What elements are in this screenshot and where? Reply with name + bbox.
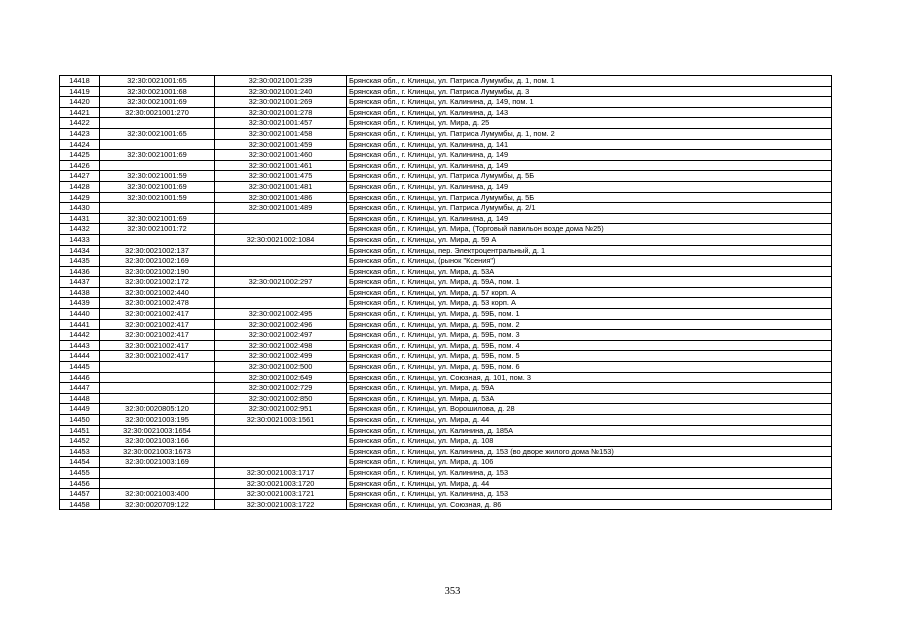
land-cadastral-number-cell: 32:30:0021002:190 bbox=[100, 266, 215, 277]
row-number-cell: 14427 bbox=[60, 171, 100, 182]
table-row bbox=[60, 150, 832, 161]
land-cadastral-number-cell: 32:30:0021002:440 bbox=[100, 287, 215, 298]
land-cadastral-number-cell: 32:30:0021002:172 bbox=[100, 277, 215, 288]
address-cell: Брянская обл., г. Клинцы, ул. Патриса Лумумбы, д. 1, пом. 1 bbox=[347, 76, 832, 87]
land-cadastral-number-cell: 32:30:0021001:270 bbox=[100, 107, 215, 118]
land-cadastral-number-cell: 32:30:0021001:59 bbox=[100, 171, 215, 182]
object-cadastral-number-cell: 32:30:0021001:240 bbox=[215, 86, 347, 97]
row-number-cell: 14451 bbox=[60, 425, 100, 436]
land-cadastral-number-cell bbox=[100, 234, 215, 245]
object-cadastral-number-cell: 32:30:0021001:269 bbox=[215, 97, 347, 108]
row-number-cell: 14458 bbox=[60, 499, 100, 510]
address-cell: Брянская обл., г. Клинцы, ул. Калинина, д. 185А bbox=[347, 425, 832, 436]
land-cadastral-number-cell: 32:30:0021002:137 bbox=[100, 245, 215, 256]
row-number-cell: 14424 bbox=[60, 139, 100, 150]
object-cadastral-number-cell: 32:30:0021003:1721 bbox=[215, 489, 347, 500]
table-row bbox=[60, 309, 832, 320]
object-cadastral-number-cell: 32:30:0021001:459 bbox=[215, 139, 347, 150]
land-cadastral-number-cell: 32:30:0021001:69 bbox=[100, 97, 215, 108]
land-cadastral-number-cell: 32:30:0021003:1673 bbox=[100, 446, 215, 457]
land-cadastral-number-cell: 32:30:0021002:478 bbox=[100, 298, 215, 309]
address-cell: Брянская обл., г. Клинцы, ул. Калинина, д. 141 bbox=[347, 139, 832, 150]
land-cadastral-number-cell: 32:30:0021003:400 bbox=[100, 489, 215, 500]
table-row bbox=[60, 499, 832, 510]
address-cell: Брянская обл., г. Клинцы, ул. Мира, д. 44 bbox=[347, 415, 832, 426]
address-cell: Брянская обл., г. Клинцы, ул. Мира, д. 57 корп. А bbox=[347, 287, 832, 298]
object-cadastral-number-cell: 32:30:0021002:495 bbox=[215, 309, 347, 320]
land-cadastral-number-cell: 32:30:0021001:69 bbox=[100, 150, 215, 161]
object-cadastral-number-cell: 32:30:0021002:500 bbox=[215, 362, 347, 373]
land-cadastral-number-cell bbox=[100, 393, 215, 404]
row-number-cell: 14425 bbox=[60, 150, 100, 161]
land-cadastral-number-cell: 32:30:0021002:417 bbox=[100, 351, 215, 362]
registry-table-body bbox=[60, 76, 832, 510]
address-cell: Брянская обл., г. Клинцы, ул. Ворошилова, д. 28 bbox=[347, 404, 832, 415]
row-number-cell: 14452 bbox=[60, 436, 100, 447]
table-row bbox=[60, 76, 832, 87]
row-number-cell: 14441 bbox=[60, 319, 100, 330]
land-cadastral-number-cell bbox=[100, 383, 215, 394]
object-cadastral-number-cell: 32:30:0021001:486 bbox=[215, 192, 347, 203]
table-row bbox=[60, 319, 832, 330]
land-cadastral-number-cell bbox=[100, 362, 215, 373]
table-row bbox=[60, 107, 832, 118]
table-row bbox=[60, 298, 832, 309]
object-cadastral-number-cell: 32:30:0021001:460 bbox=[215, 150, 347, 161]
land-cadastral-number-cell: 32:30:0021002:417 bbox=[100, 340, 215, 351]
object-cadastral-number-cell bbox=[215, 245, 347, 256]
address-cell: Брянская обл., г. Клинцы, (рынок "Ксения") bbox=[347, 256, 832, 267]
address-cell: Брянская обл., г. Клинцы, ул. Мира, д. 53 корп. А bbox=[347, 298, 832, 309]
table-row bbox=[60, 393, 832, 404]
address-cell: Брянская обл., г. Клинцы, ул. Мира, д. 59 А bbox=[347, 234, 832, 245]
land-cadastral-number-cell bbox=[100, 203, 215, 214]
row-number-cell: 14423 bbox=[60, 128, 100, 139]
object-cadastral-number-cell: 32:30:0021002:497 bbox=[215, 330, 347, 341]
row-number-cell: 14447 bbox=[60, 383, 100, 394]
land-cadastral-number-cell bbox=[100, 160, 215, 171]
land-cadastral-number-cell: 32:30:0021002:417 bbox=[100, 330, 215, 341]
object-cadastral-number-cell bbox=[215, 446, 347, 457]
table-row bbox=[60, 415, 832, 426]
land-cadastral-number-cell: 32:30:0021001:65 bbox=[100, 76, 215, 87]
address-cell: Брянская обл., г. Клинцы, ул. Патриса Лумумбы, д. 2/1 bbox=[347, 203, 832, 214]
row-number-cell: 14440 bbox=[60, 309, 100, 320]
object-cadastral-number-cell: 32:30:0021002:729 bbox=[215, 383, 347, 394]
table-row bbox=[60, 340, 832, 351]
table-row bbox=[60, 362, 832, 373]
row-number-cell: 14448 bbox=[60, 393, 100, 404]
address-cell: Брянская обл., г. Клинцы, ул. Калинина, д. 143 bbox=[347, 107, 832, 118]
land-cadastral-number-cell bbox=[100, 478, 215, 489]
object-cadastral-number-cell bbox=[215, 457, 347, 468]
object-cadastral-number-cell: 32:30:0021001:461 bbox=[215, 160, 347, 171]
land-cadastral-number-cell: 32:30:0021001:72 bbox=[100, 224, 215, 235]
object-cadastral-number-cell: 32:30:0021002:850 bbox=[215, 393, 347, 404]
object-cadastral-number-cell: 32:30:0021002:496 bbox=[215, 319, 347, 330]
land-cadastral-number-cell: 32:30:0020709:122 bbox=[100, 499, 215, 510]
row-number-cell: 14434 bbox=[60, 245, 100, 256]
row-number-cell: 14445 bbox=[60, 362, 100, 373]
address-cell: Брянская обл., г. Клинцы, ул. Калинина, д. 153 (во дворе жилого дома №153) bbox=[347, 446, 832, 457]
row-number-cell: 14435 bbox=[60, 256, 100, 267]
land-cadastral-number-cell: 32:30:0021003:195 bbox=[100, 415, 215, 426]
row-number-cell: 14439 bbox=[60, 298, 100, 309]
address-cell: Брянская обл., г. Клинцы, ул. Мира, д. 59Б, пом. 2 bbox=[347, 319, 832, 330]
table-row bbox=[60, 192, 832, 203]
address-cell: Брянская обл., г. Клинцы, ул. Калинина, д. 149 bbox=[347, 160, 832, 171]
table-row bbox=[60, 478, 832, 489]
address-cell: Брянская обл., г. Клинцы, ул. Патриса Лумумбы, д. 1, пом. 2 bbox=[347, 128, 832, 139]
object-cadastral-number-cell: 32:30:0021001:481 bbox=[215, 181, 347, 192]
table-row bbox=[60, 86, 832, 97]
object-cadastral-number-cell: 32:30:0021003:1717 bbox=[215, 467, 347, 478]
row-number-cell: 14433 bbox=[60, 234, 100, 245]
object-cadastral-number-cell: 32:30:0021001:489 bbox=[215, 203, 347, 214]
row-number-cell: 14426 bbox=[60, 160, 100, 171]
land-cadastral-number-cell: 32:30:0021003:169 bbox=[100, 457, 215, 468]
land-cadastral-number-cell: 32:30:0020805:120 bbox=[100, 404, 215, 415]
table-row bbox=[60, 97, 832, 108]
object-cadastral-number-cell: 32:30:0021003:1720 bbox=[215, 478, 347, 489]
row-number-cell: 14438 bbox=[60, 287, 100, 298]
table-row bbox=[60, 277, 832, 288]
row-number-cell: 14455 bbox=[60, 467, 100, 478]
address-cell: Брянская обл., г. Клинцы, ул. Мира, д. 59Б, пом. 3 bbox=[347, 330, 832, 341]
address-cell: Брянская обл., г. Клинцы, ул. Мира, (Торговый павильон возде дома №25) bbox=[347, 224, 832, 235]
land-cadastral-number-cell: 32:30:0021003:1654 bbox=[100, 425, 215, 436]
address-cell: Брянская обл., г. Клинцы, ул. Калинина, д. 153 bbox=[347, 489, 832, 500]
address-cell: Брянская обл., г. Клинцы, ул. Мира, д. 59Б, пом. 5 bbox=[347, 351, 832, 362]
table-row bbox=[60, 425, 832, 436]
address-cell: Брянская обл., г. Клинцы, ул. Калинина, д. 153 bbox=[347, 467, 832, 478]
address-cell: Брянская обл., г. Клинцы, ул. Мира, д. 59Б, пом. 1 bbox=[347, 309, 832, 320]
page-number: 353 bbox=[444, 586, 461, 597]
land-cadastral-number-cell bbox=[100, 467, 215, 478]
address-cell: Брянская обл., г. Клинцы, ул. Союзная, д. 86 bbox=[347, 499, 832, 510]
address-cell: Брянская обл., г. Клинцы, ул. Калинина, д. 149, пом. 1 bbox=[347, 97, 832, 108]
table-row bbox=[60, 256, 832, 267]
object-cadastral-number-cell bbox=[215, 224, 347, 235]
table-row bbox=[60, 287, 832, 298]
row-number-cell: 14450 bbox=[60, 415, 100, 426]
object-cadastral-number-cell: 32:30:0021002:297 bbox=[215, 277, 347, 288]
table-row bbox=[60, 330, 832, 341]
address-cell: Брянская обл., г. Клинцы, ул. Мира, д. 59А, пом. 1 bbox=[347, 277, 832, 288]
address-cell: Брянская обл., г. Клинцы, ул. Мира, д. 108 bbox=[347, 436, 832, 447]
address-cell: Брянская обл., г. Клинцы, ул. Мира, д. 25 bbox=[347, 118, 832, 129]
object-cadastral-number-cell: 32:30:0021001:239 bbox=[215, 76, 347, 87]
table-row bbox=[60, 351, 832, 362]
row-number-cell: 14442 bbox=[60, 330, 100, 341]
row-number-cell: 14443 bbox=[60, 340, 100, 351]
row-number-cell: 14432 bbox=[60, 224, 100, 235]
land-cadastral-number-cell: 32:30:0021001:65 bbox=[100, 128, 215, 139]
object-cadastral-number-cell: 32:30:0021001:475 bbox=[215, 171, 347, 182]
row-number-cell: 14421 bbox=[60, 107, 100, 118]
table-row bbox=[60, 404, 832, 415]
table-row bbox=[60, 266, 832, 277]
row-number-cell: 14429 bbox=[60, 192, 100, 203]
object-cadastral-number-cell: 32:30:0021003:1722 bbox=[215, 499, 347, 510]
address-cell: Брянская обл., г. Клинцы, ул. Патриса Лумумбы, д. 5Б bbox=[347, 192, 832, 203]
object-cadastral-number-cell bbox=[215, 436, 347, 447]
land-cadastral-number-cell bbox=[100, 139, 215, 150]
row-number-cell: 14449 bbox=[60, 404, 100, 415]
table-row bbox=[60, 467, 832, 478]
object-cadastral-number-cell bbox=[215, 266, 347, 277]
land-cadastral-number-cell: 32:30:0021001:68 bbox=[100, 86, 215, 97]
object-cadastral-number-cell: 32:30:0021002:1084 bbox=[215, 234, 347, 245]
row-number-cell: 14422 bbox=[60, 118, 100, 129]
table-row bbox=[60, 446, 832, 457]
land-cadastral-number-cell: 32:30:0021003:166 bbox=[100, 436, 215, 447]
land-cadastral-number-cell: 32:30:0021001:69 bbox=[100, 181, 215, 192]
address-cell: Брянская обл., г. Клинцы, ул. Союзная, д. 101, пом. 3 bbox=[347, 372, 832, 383]
object-cadastral-number-cell: 32:30:0021001:458 bbox=[215, 128, 347, 139]
land-cadastral-number-cell bbox=[100, 372, 215, 383]
row-number-cell: 14431 bbox=[60, 213, 100, 224]
row-number-cell: 14457 bbox=[60, 489, 100, 500]
address-cell: Брянская обл., г. Клинцы, ул. Мира, д. 59Б, пом. 4 bbox=[347, 340, 832, 351]
address-cell: Брянская обл., г. Клинцы, ул. Калинина, д. 149 bbox=[347, 181, 832, 192]
object-cadastral-number-cell: 32:30:0021002:499 bbox=[215, 351, 347, 362]
address-cell: Брянская обл., г. Клинцы, ул. Мира, д. 53А bbox=[347, 393, 832, 404]
table-row bbox=[60, 457, 832, 468]
row-number-cell: 14430 bbox=[60, 203, 100, 214]
object-cadastral-number-cell: 32:30:0021001:278 bbox=[215, 107, 347, 118]
address-cell: Брянская обл., г. Клинцы, ул. Калинина, д. 149 bbox=[347, 150, 832, 161]
table-row bbox=[60, 171, 832, 182]
address-cell: Брянская обл., г. Клинцы, ул. Мира, д. 53А bbox=[347, 266, 832, 277]
table-row bbox=[60, 224, 832, 235]
row-number-cell: 14456 bbox=[60, 478, 100, 489]
table-row bbox=[60, 213, 832, 224]
row-number-cell: 14420 bbox=[60, 97, 100, 108]
table-row bbox=[60, 118, 832, 129]
table-row bbox=[60, 203, 832, 214]
table-row bbox=[60, 181, 832, 192]
address-cell: Брянская обл., г. Клинцы, ул. Мира, д. 106 bbox=[347, 457, 832, 468]
row-number-cell: 14454 bbox=[60, 457, 100, 468]
row-number-cell: 14446 bbox=[60, 372, 100, 383]
address-cell: Брянская обл., г. Клинцы, ул. Мира, д. 59Б, пом. 6 bbox=[347, 362, 832, 373]
land-cadastral-number-cell: 32:30:0021001:59 bbox=[100, 192, 215, 203]
table-row bbox=[60, 160, 832, 171]
object-cadastral-number-cell: 32:30:0021002:649 bbox=[215, 372, 347, 383]
object-cadastral-number-cell bbox=[215, 256, 347, 267]
address-cell: Брянская обл., г. Клинцы, пер. Электроцентральный, д. 1 bbox=[347, 245, 832, 256]
registry-table bbox=[59, 75, 832, 510]
object-cadastral-number-cell: 32:30:0021002:951 bbox=[215, 404, 347, 415]
table-row bbox=[60, 245, 832, 256]
address-cell: Брянская обл., г. Клинцы, ул. Мира, д. 44 bbox=[347, 478, 832, 489]
address-cell: Брянская обл., г. Клинцы, ул. Патриса Лумумбы, д. 3 bbox=[347, 86, 832, 97]
land-cadastral-number-cell: 32:30:0021002:417 bbox=[100, 319, 215, 330]
row-number-cell: 14444 bbox=[60, 351, 100, 362]
land-cadastral-number-cell: 32:30:0021001:69 bbox=[100, 213, 215, 224]
table-row bbox=[60, 372, 832, 383]
object-cadastral-number-cell bbox=[215, 425, 347, 436]
land-cadastral-number-cell: 32:30:0021002:417 bbox=[100, 309, 215, 320]
land-cadastral-number-cell bbox=[100, 118, 215, 129]
address-cell: Брянская обл., г. Клинцы, ул. Мира, д. 59А bbox=[347, 383, 832, 394]
row-number-cell: 14418 bbox=[60, 76, 100, 87]
row-number-cell: 14436 bbox=[60, 266, 100, 277]
land-cadastral-number-cell: 32:30:0021002:169 bbox=[100, 256, 215, 267]
row-number-cell: 14437 bbox=[60, 277, 100, 288]
table-row bbox=[60, 436, 832, 447]
object-cadastral-number-cell bbox=[215, 298, 347, 309]
object-cadastral-number-cell: 32:30:0021002:498 bbox=[215, 340, 347, 351]
address-cell: Брянская обл., г. Клинцы, ул. Патриса Лумумбы, д. 5Б bbox=[347, 171, 832, 182]
address-cell: Брянская обл., г. Клинцы, ул. Калинина, д. 149 bbox=[347, 213, 832, 224]
table-row bbox=[60, 383, 832, 394]
table-row bbox=[60, 128, 832, 139]
table-row bbox=[60, 489, 832, 500]
table-row bbox=[60, 139, 832, 150]
row-number-cell: 14428 bbox=[60, 181, 100, 192]
object-cadastral-number-cell bbox=[215, 213, 347, 224]
object-cadastral-number-cell: 32:30:0021001:457 bbox=[215, 118, 347, 129]
row-number-cell: 14453 bbox=[60, 446, 100, 457]
row-number-cell: 14419 bbox=[60, 86, 100, 97]
object-cadastral-number-cell bbox=[215, 287, 347, 298]
object-cadastral-number-cell: 32:30:0021003:1561 bbox=[215, 415, 347, 426]
table-row bbox=[60, 234, 832, 245]
